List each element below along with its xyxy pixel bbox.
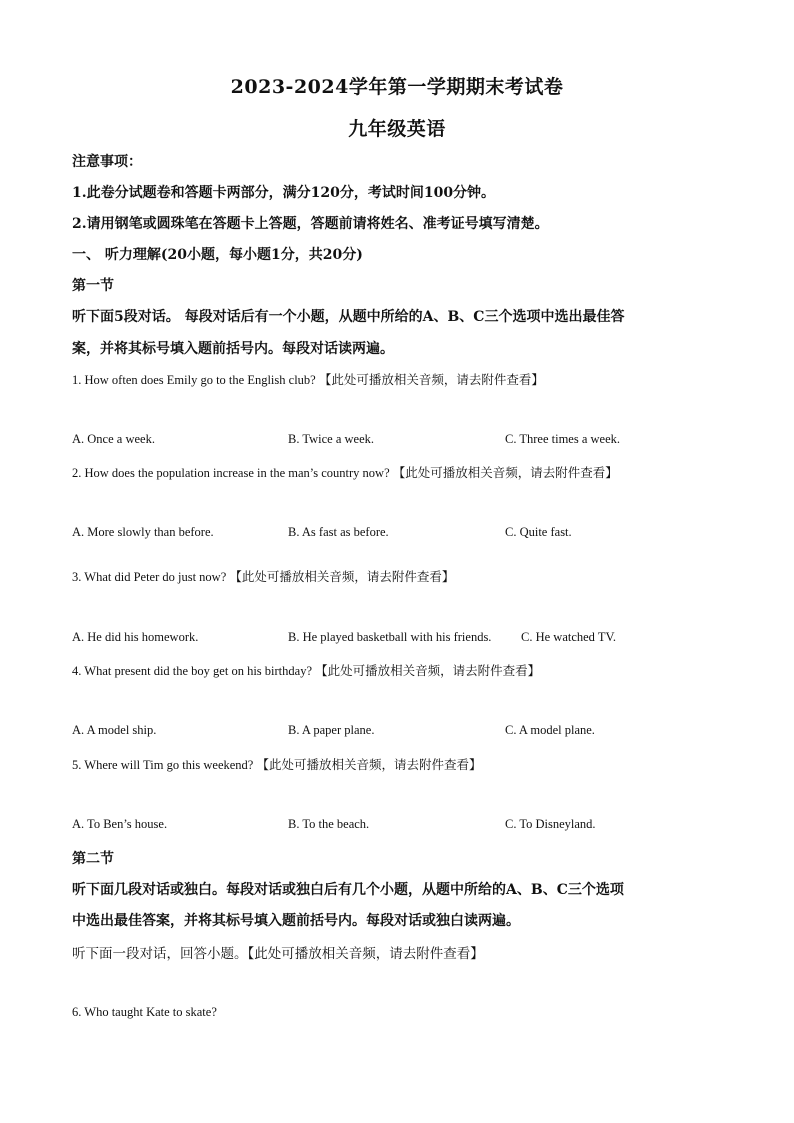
section2-instruction-line2: 中选出最佳答案，并将其标号填入题前括号内。每段对话或独白读两遍。 [72, 913, 520, 929]
exam-title: 2023-2024学年第一学期期末考试卷 [230, 76, 564, 98]
notice-heading: 注意事项： [72, 154, 142, 170]
exam-subtitle: 九年级英语 [348, 118, 446, 140]
question-text: 1. How often does Emily go to the English club? [72, 373, 316, 387]
q2-option-c[interactable]: C. Quite fast. [505, 525, 572, 539]
question-text: 5. Where will Tim go this weekend? [72, 758, 254, 772]
question-2 [72, 463, 618, 481]
q1-option-b[interactable]: B. Twice a week. [288, 432, 375, 446]
q3-option-a[interactable]: A. He did his homework. [72, 630, 199, 644]
question-text: 2. How does the population increase in the man’s country now? [72, 466, 390, 480]
section1-instruction-line1: 听下面5段对话。 每段对话后有一个小题，从题中所给的A、B、C三个选项中选出最佳答 [72, 309, 625, 325]
audio-note[interactable]: 【此处可播放相关音频，请去附件查看】 [392, 465, 618, 480]
section1-instruction-line2: 案，并将其标号填入题前括号内。每段对话读两遍。 [72, 341, 394, 357]
q5-option-a[interactable]: A. To Ben’s house. [72, 817, 168, 831]
audio-note[interactable]: 【此处可播放相关音频，请去附件查看】 [256, 757, 482, 772]
question-1 [72, 370, 544, 388]
question-3 [72, 567, 454, 585]
q4-option-c[interactable]: C. A model plane. [505, 723, 595, 737]
q1-option-a[interactable]: A. Once a week. [72, 432, 155, 446]
q2-option-a[interactable]: A. More slowly than before. [72, 525, 214, 539]
dialogue-intro[interactable]: 听下面一段对话，回答小题。【此处可播放相关音频，请去附件查看】 [72, 946, 484, 962]
q1-option-c[interactable]: C. Three times a week. [505, 432, 621, 446]
q3-option-b[interactable]: B. He played basketball with his friends. [288, 630, 492, 644]
section2-instruction-line1: 听下面几段对话或独白。每段对话或独白后有几个小题，从题中所给的A、B、C三个选项 [72, 882, 624, 898]
q5-option-b[interactable]: B. To the beach. [288, 817, 370, 831]
audio-note[interactable]: 【此处可播放相关音频，请去附件查看】 [318, 372, 544, 387]
q3-option-c[interactable]: C. He watched TV. [521, 630, 617, 644]
q2-option-b[interactable]: B. As fast as before. [288, 525, 389, 539]
part1-heading: 一、 听力理解(20小题，每小题1分，共20分) [72, 247, 363, 263]
q4-option-b[interactable]: B. A paper plane. [288, 723, 375, 737]
q5-option-c[interactable]: C. To Disneyland. [505, 817, 596, 831]
audio-note[interactable]: 【此处可播放相关音频，请去附件查看】 [315, 663, 541, 678]
question-6: 6. Who taught Kate to skate? [72, 1005, 217, 1019]
notice-item-2: 2.请用钢笔或圆珠笔在答题卡上答题，答题前请将姓名、准考证号填写清楚。 [72, 216, 549, 232]
audio-note[interactable]: 【此处可播放相关音频，请去附件查看】 [229, 569, 455, 584]
question-4 [72, 661, 540, 679]
q4-option-a[interactable]: A. A model ship. [72, 723, 157, 737]
section1-label: 第一节 [72, 278, 114, 294]
question-text: 3. What did Peter do just now? [72, 570, 227, 584]
notice-item-1: 1.此卷分试题卷和答题卡两部分，满分120分，考试时间100分钟。 [72, 185, 496, 201]
question-text: 4. What present did the boy get on his birthday? [72, 664, 312, 678]
section2-label: 第二节 [72, 851, 114, 867]
question-5 [72, 755, 482, 773]
